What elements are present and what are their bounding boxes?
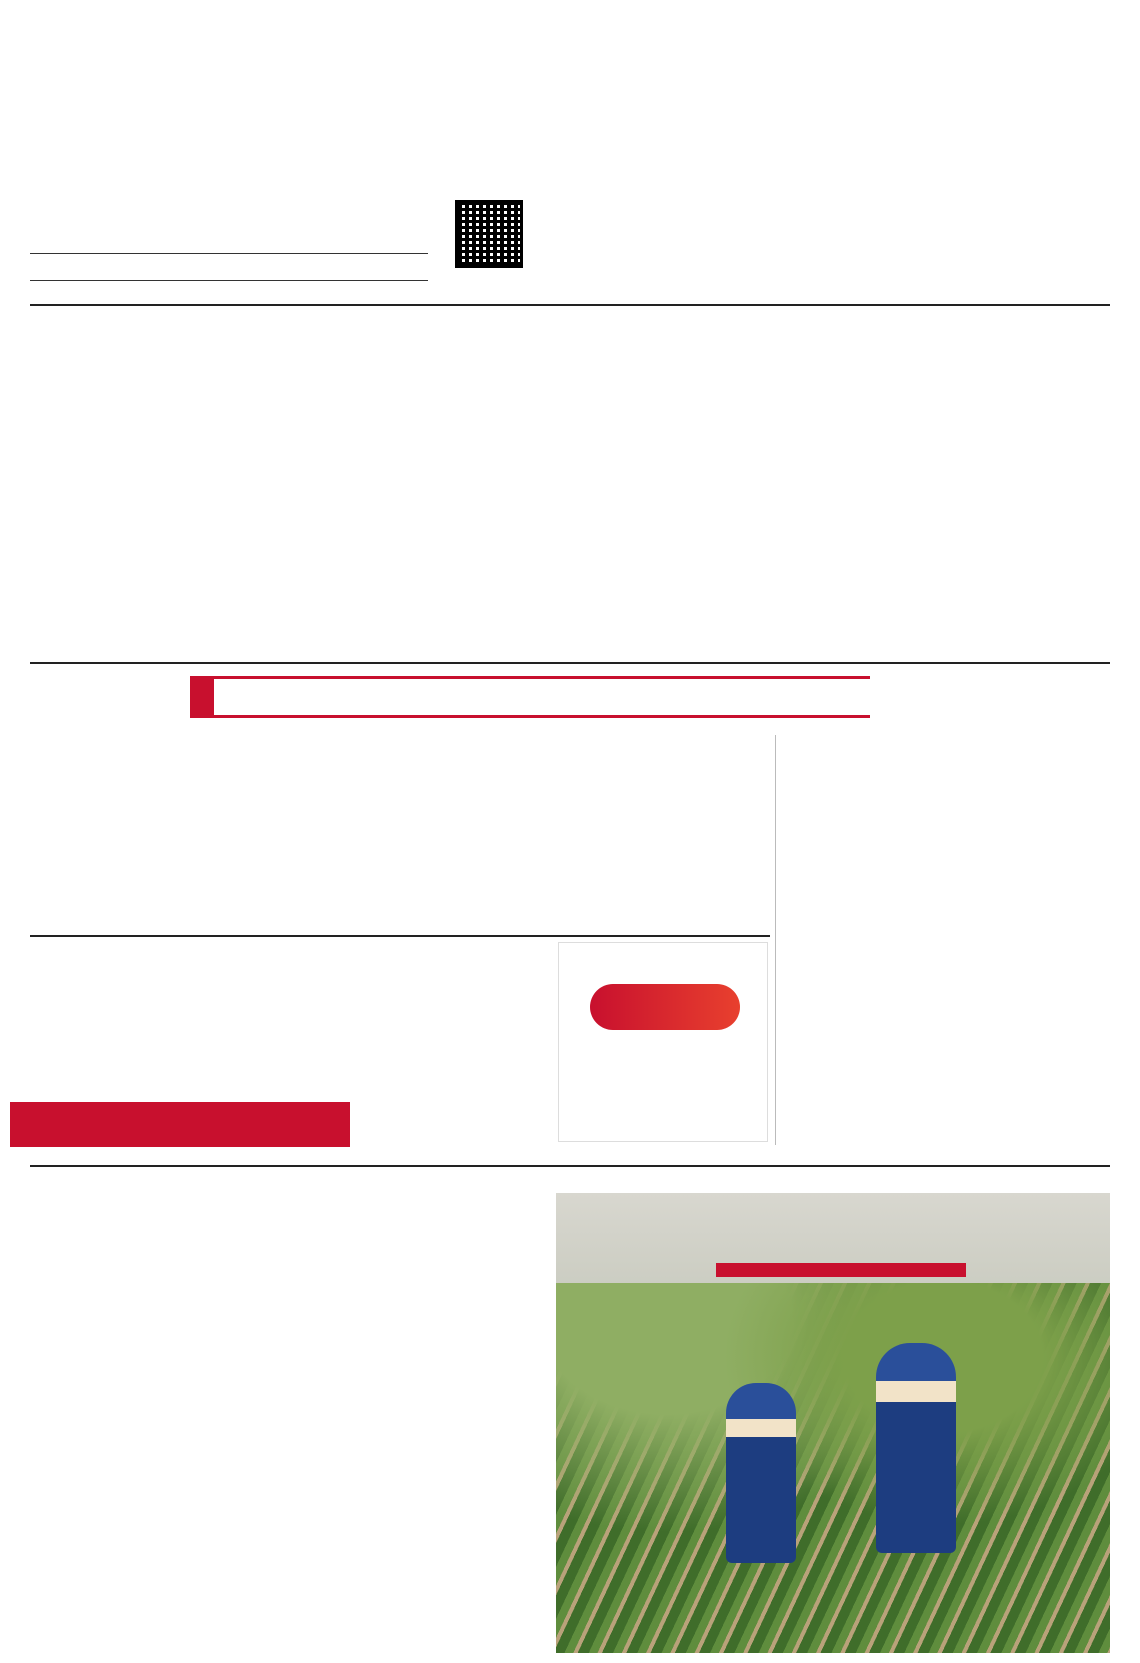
masthead-divider xyxy=(30,253,428,254)
top-article-col1 xyxy=(565,143,720,245)
top-article-col3 xyxy=(902,143,1062,281)
kicker-band xyxy=(190,676,870,718)
npc-body xyxy=(790,735,975,1140)
tea-garden-photo xyxy=(556,1193,1110,1653)
damei-caption xyxy=(570,1042,760,1122)
top-article-col2 xyxy=(733,143,888,295)
lead-body xyxy=(30,392,1110,650)
newspaper-logo xyxy=(23,4,549,154)
tea-field xyxy=(556,1283,1110,1653)
tea-picker-figure-2 xyxy=(876,1343,956,1553)
section-rule-1 xyxy=(30,304,1110,306)
union-body xyxy=(30,795,765,925)
top-article-col1-tail xyxy=(577,282,727,295)
npc-title xyxy=(985,738,1095,1138)
lueyang-col1 xyxy=(30,1005,180,1095)
section-rule-2 xyxy=(30,662,1110,664)
section-rule-3 xyxy=(30,935,770,937)
bees-body xyxy=(30,1285,545,1655)
damei-logo xyxy=(590,984,740,1030)
npc-divider xyxy=(775,735,776,1145)
section-rule-4 xyxy=(30,1165,1110,1167)
photo-banner xyxy=(716,1263,966,1277)
tea-picker-figure-1 xyxy=(726,1383,796,1563)
masthead-divider-2 xyxy=(30,280,428,281)
qr-code-icon[interactable] xyxy=(455,200,523,268)
lueyang-slogan-banner xyxy=(10,1102,350,1147)
